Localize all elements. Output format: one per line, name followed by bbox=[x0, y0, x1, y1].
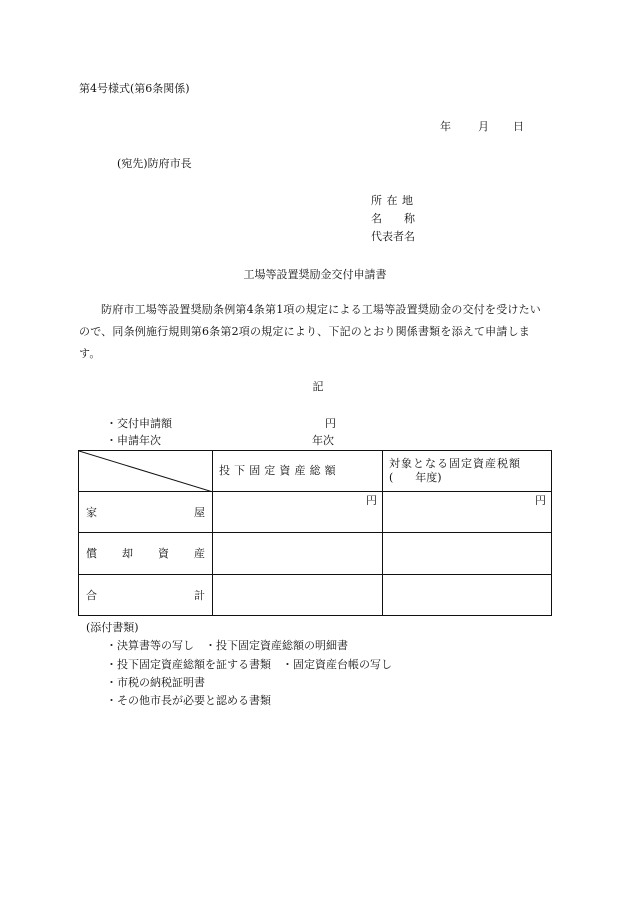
table-row-depreciable bbox=[79, 533, 552, 575]
attachment-item: ・市税の納税証明書 bbox=[106, 676, 205, 689]
request-amount-label: ・交付申請額 bbox=[106, 417, 172, 430]
date-day-label: 日 bbox=[513, 120, 524, 133]
ki-label: 記 bbox=[312, 380, 324, 393]
row-label-depreciable: 償 却 資 産 bbox=[79, 533, 213, 575]
total-investment-cell bbox=[213, 575, 383, 616]
representative-label: 代表者名 bbox=[371, 230, 415, 243]
request-year-unit: 年次 bbox=[312, 434, 334, 447]
depreciable-investment-cell bbox=[213, 533, 383, 575]
addressee: (宛先)防府市長 bbox=[117, 157, 192, 170]
form-number: 第4号様式(第6条関係) bbox=[79, 82, 190, 95]
diagonal-line bbox=[79, 451, 213, 492]
date-year-label: 年 bbox=[440, 120, 451, 133]
document-title: 工場等設置奨励金交付申請書 bbox=[243, 268, 387, 281]
attachment-item: ・その他市長が必要と認める書類 bbox=[106, 694, 271, 707]
address-label: 所 在 地 bbox=[371, 194, 414, 207]
request-amount-unit: 円 bbox=[325, 417, 336, 430]
table-corner-cell bbox=[79, 451, 213, 492]
row-label-total: 合 計 bbox=[79, 575, 213, 616]
depreciable-tax-cell bbox=[383, 533, 552, 575]
body-paragraph: 防府市工場等設置奨励条例第4条第1項の規定による工場等設置奨励金の交付を受けたいので、同条例施行規則第6条第2項の規定により、下記のとおり関係書類を添えて申請します。 bbox=[79, 303, 541, 360]
building-investment-cell: 円 bbox=[213, 492, 383, 533]
building-tax-cell: 円 bbox=[383, 492, 552, 533]
attachments-heading: (添付書類) bbox=[86, 621, 139, 634]
date-month-label: 月 bbox=[478, 120, 489, 133]
attachment-item: ・決算書等の写し ・投下固定資産総額の明細書 bbox=[106, 639, 348, 652]
table-row-building bbox=[79, 492, 552, 533]
attachment-item: ・投下固定資産総額を証する書類 ・固定資産台帳の写し bbox=[106, 658, 392, 671]
col2-header: 対象となる固定資産税額 ( 年度) bbox=[383, 451, 552, 492]
request-year-label: ・申請年次 bbox=[106, 434, 161, 447]
name-label: 名 称 bbox=[371, 212, 415, 225]
total-tax-cell bbox=[383, 575, 552, 616]
application-table bbox=[78, 450, 552, 616]
row-label-building: 家 屋 bbox=[79, 492, 213, 533]
col1-header: 投 下 固 定 資 産 総 額 bbox=[213, 451, 383, 492]
table-header-row bbox=[79, 451, 552, 492]
table-row-total bbox=[79, 575, 552, 616]
